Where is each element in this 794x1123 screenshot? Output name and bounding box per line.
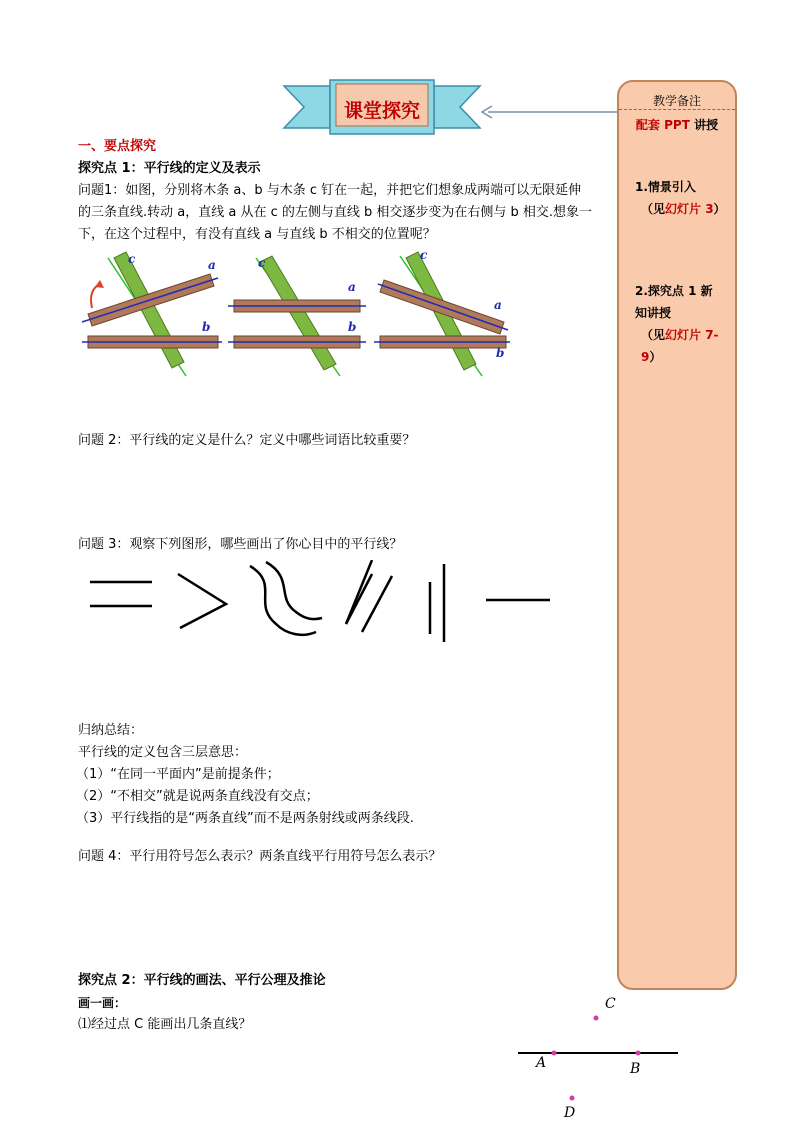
draw-question-1: ⑴经过点 C 能画出几条直线？ xyxy=(78,1017,252,1032)
section-heading: 一、要点探究 xyxy=(78,139,157,154)
arrow-to-notes xyxy=(478,104,620,120)
question-1-line2: 的三条直线.转动 a，直线 a 从在 c 的左侧与直线 b 相交逐步变为在右侧与 b 相交.想象一 xyxy=(78,205,593,220)
label-a-1: a xyxy=(208,258,216,272)
summary-title: 归纳总结： xyxy=(78,723,144,738)
label-c-3: c xyxy=(420,248,428,262)
label-b-2: b xyxy=(348,320,357,334)
summary-intro: 平行线的定义包含三层意思： xyxy=(78,745,248,760)
summary-item-2: （2）“不相交”就是说两条直线没有交点； xyxy=(76,789,319,804)
banner-title: 课堂探究 xyxy=(343,100,420,122)
question-3: 问题 3：观察下列图形，哪些画出了你心目中的平行线？ xyxy=(78,537,403,552)
notes-subheader: 配套 PPT 讲授 xyxy=(635,118,719,132)
label-a-2: a xyxy=(348,280,356,294)
notes-item-2: 2.探究点 1 新 知讲授 （见幻灯片 7-9） xyxy=(635,284,719,364)
label-a-3: a xyxy=(494,298,502,312)
summary-item-3: （3）平行线指的是“两条直线”而不是两条射线或两条线段. xyxy=(76,811,414,826)
wood-strips-figure xyxy=(78,250,518,380)
panel-1 xyxy=(82,252,222,376)
point1-title: 探究点 1：平行线的定义及表示 xyxy=(78,161,261,176)
point2-title: 探究点 2：平行线的画法、平行公理及推论 xyxy=(78,973,326,988)
panel-3 xyxy=(374,252,510,376)
point-label-C: C xyxy=(605,996,616,1012)
label-b-3: b xyxy=(496,346,505,360)
point-label-D: D xyxy=(564,1105,576,1121)
notes-header: 教学备注 xyxy=(652,94,701,108)
notes-item-1: 1.情景引入 （见幻灯片 3） xyxy=(635,180,726,216)
panel-2 xyxy=(228,256,366,376)
label-c-2: c xyxy=(258,256,266,270)
label-c-1: c xyxy=(128,252,136,266)
question-1-line1: 问题1：如图，分别将木条 a、b 与木条 c 钉在一起，并把它们想象成两端可以无限延伸 xyxy=(78,183,582,198)
line-shapes-figure xyxy=(80,560,560,650)
question-2: 问题 2：平行线的定义是什么？定义中哪些词语比较重要？ xyxy=(78,433,416,448)
label-b-1: b xyxy=(202,320,211,334)
point-label-B: B xyxy=(630,1061,641,1077)
teaching-notes-panel xyxy=(617,80,737,990)
point-label-A: A xyxy=(536,1055,547,1071)
summary-item-1: （1）“在同一平面内”是前提条件； xyxy=(76,767,280,782)
draw-title: 画一画： xyxy=(78,996,127,1010)
question-4: 问题 4：平行用符号怎么表示？两条直线平行用符号怎么表示？ xyxy=(78,849,442,864)
notes-divider xyxy=(619,109,735,110)
question-1-line3: 下，在这个过程中，有没有直线 a 与直线 b 不相交的位置呢？ xyxy=(78,227,436,242)
